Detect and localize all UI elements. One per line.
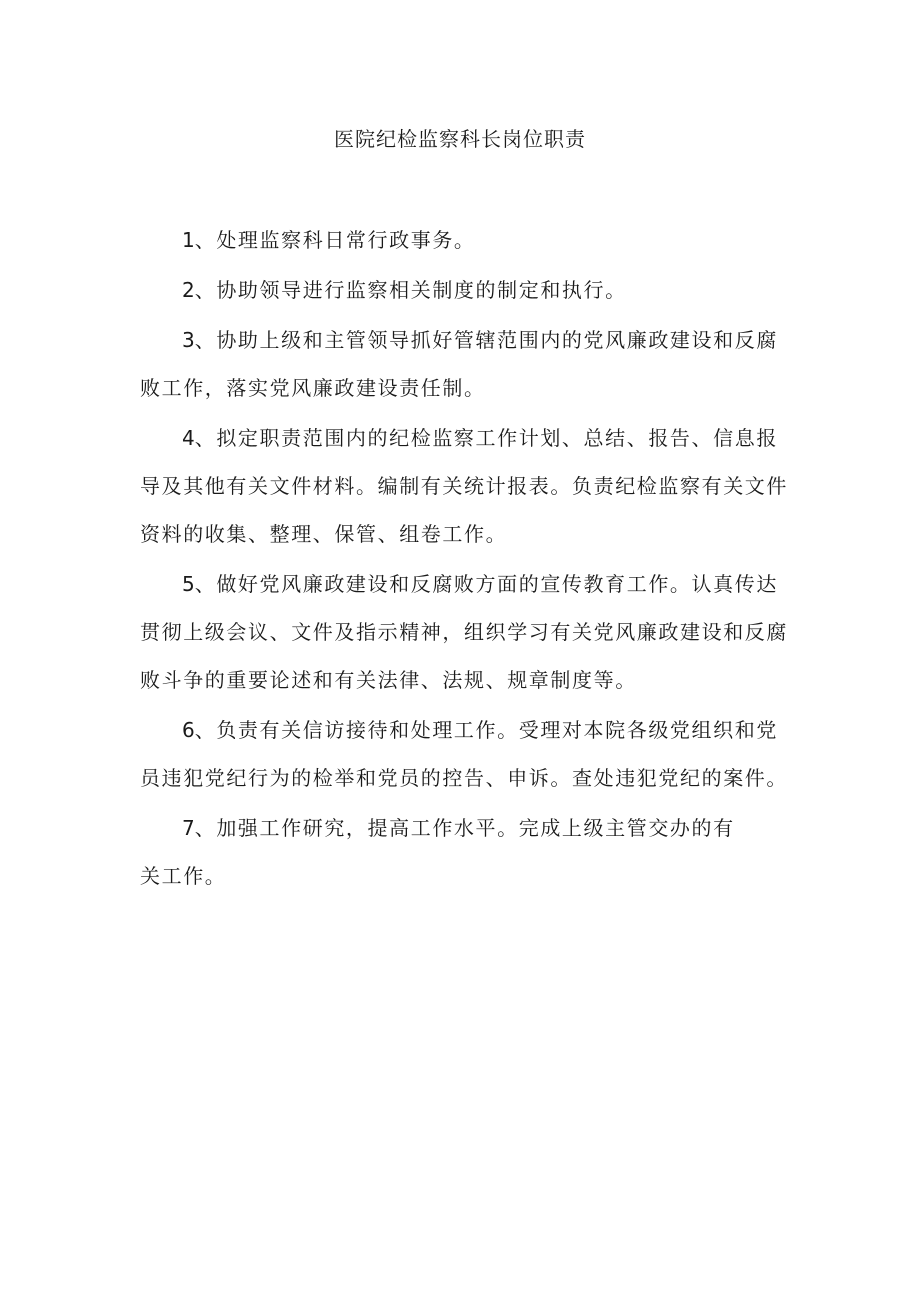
duty-item-5 <box>140 560 790 704</box>
duty-item-1 <box>140 216 790 264</box>
duty-text: 、协助领导进行监察相关制度的制定和执行。 <box>194 278 627 302</box>
duty-text: 、协助上级和主管领导抓好管辖范围内的党风廉政建设和反腐 败工作，落实党风廉政建设责任制。 <box>140 328 778 400</box>
duty-number: 2 <box>182 278 195 302</box>
duty-number: 6 <box>182 718 195 742</box>
duty-item-4 <box>140 414 790 558</box>
duty-item-7 <box>140 804 790 900</box>
duty-item-3 <box>140 316 790 412</box>
duty-text: 、处理监察科日常行政事务。 <box>194 228 476 252</box>
duty-number: 7 <box>182 816 195 840</box>
duty-text: 、做好党风廉政建设和反腐败方面的宣传教育工作。认真传达 贯彻上级会议、文件及指示精神，组织学习有关党风廉政建设和反腐 败斗争的重要论述和有关法律、法规、规章制度等。 <box>140 572 788 692</box>
duty-number: 4 <box>182 426 195 450</box>
duty-item-6 <box>140 706 790 802</box>
document-body <box>140 216 790 902</box>
duty-number: 1 <box>182 228 195 252</box>
duty-number: 3 <box>182 328 195 352</box>
document-title: 医院纪检监察科长岗位职责 <box>334 127 586 151</box>
duty-item-2 <box>140 266 790 314</box>
duty-text: 、加强工作研究，提高工作水平。完成上级主管交办的有 关工作。 <box>140 816 735 888</box>
duty-text: 、负责有关信访接待和处理工作。受理对本院各级党组织和党 员违犯党纪行为的检举和党员的控告、申诉。查处违犯党纪的案件。 <box>140 718 788 790</box>
duty-number: 5 <box>182 572 195 596</box>
duty-text: 、拟定职责范围内的纪检监察工作计划、总结、报告、信息报 导及其他有关文件材料。编制有关统计报表。负责纪检监察有关文件 资料的收集、整理、保管、组卷工作。 <box>140 426 788 546</box>
